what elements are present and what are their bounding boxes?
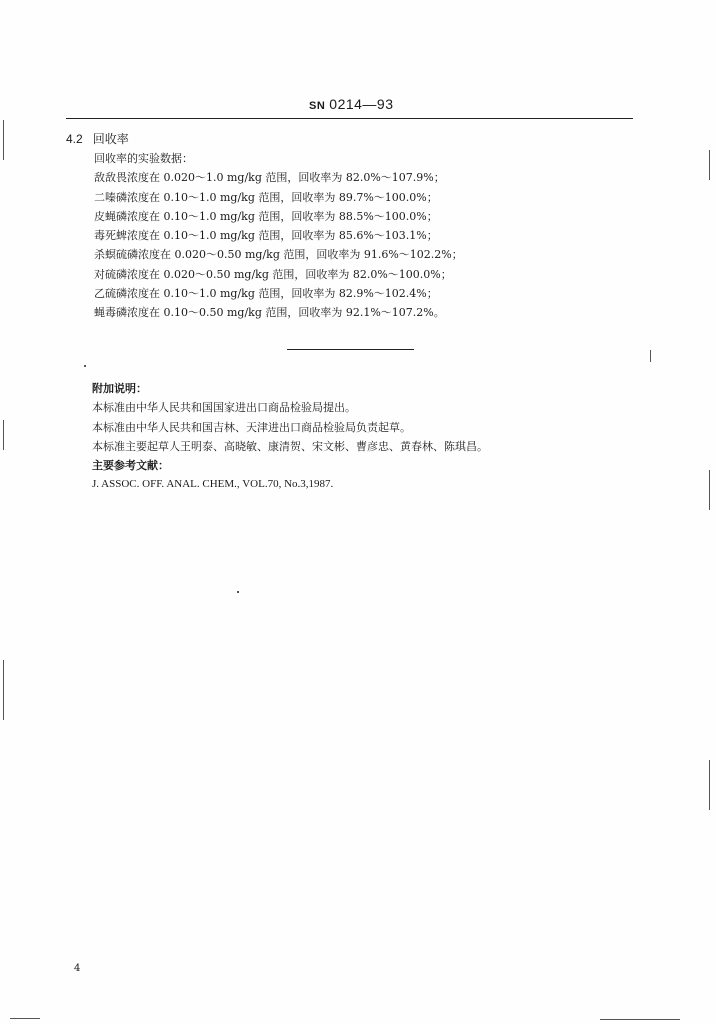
appendix-line: 本标准由中华人民共和国吉林、天津进出口商品检验局负责起草。	[92, 420, 411, 434]
appendix-notes	[92, 379, 632, 495]
section-title: 回收率	[92, 132, 129, 146]
scan-mark	[3, 120, 4, 160]
references-title: 主要参考文献：	[92, 459, 169, 473]
recovery-lines	[94, 149, 626, 323]
recovery-line: 敌敌畏浓度在 0.020～1.0 mg/kg 范围，回收率为 82.0%～107.9%；	[94, 171, 445, 185]
appendix-line: 本标准主要起草人王明泰、高晓敏、康清贺、宋文彬、曹彦忠、黄春林、陈琪昌。	[92, 439, 488, 453]
recovery-line: 皮蝇磷浓度在 0.10～1.0 mg/kg 范围，回收率为 88.5%～100.0%；	[94, 209, 438, 223]
standard-number: 0214—93	[329, 96, 394, 112]
page-header	[66, 96, 633, 120]
recovery-line: 蝇毒磷浓度在 0.10～0.50 mg/kg 范围，回收率为 92.1%～107.2%。	[94, 306, 445, 320]
appendix-title: 附加说明：	[92, 382, 147, 395]
end-divider	[287, 349, 414, 350]
scan-mark	[237, 591, 239, 593]
scan-mark	[3, 660, 4, 720]
recovery-line: 对硫磷浓度在 0.020～0.50 mg/kg 范围，回收率为 82.0%～100.0%；	[94, 267, 452, 281]
scan-mark	[709, 760, 710, 810]
standard-code	[309, 96, 394, 112]
scan-mark	[10, 1018, 40, 1019]
appendix-line: 本标准由中华人民共和国国家进出口商品检验局提出。	[92, 401, 356, 415]
recovery-line: 乙硫磷浓度在 0.10～1.0 mg/kg 范围，回收率为 82.9%～102.4%；	[94, 287, 438, 301]
section-heading	[66, 130, 626, 149]
scan-mark	[650, 350, 651, 362]
page-number: 4	[74, 963, 81, 974]
recovery-line: 二嗪磷浓度在 0.10～1.0 mg/kg 范围，回收率为 89.7%～100.0%；	[94, 190, 438, 204]
recovery-intro: 回收率的实验数据：	[94, 152, 193, 165]
recovery-line: 杀螟硫磷浓度在 0.020～0.50 mg/kg 范围，回收率为 91.6%～102.2%；	[94, 248, 463, 262]
scan-mark	[709, 150, 710, 180]
scan-mark	[84, 365, 86, 367]
recovery-line: 毒死蜱浓度在 0.10～1.0 mg/kg 范围，回收率为 85.6%～103.1%；	[94, 229, 438, 243]
section-number: 4.2	[66, 132, 83, 146]
header-rule	[66, 118, 633, 119]
reference-item: J. ASSOC. OFF. ANAL. CHEM., VOL.70, No.3,1987.	[92, 478, 334, 491]
standard-prefix: SN	[309, 100, 326, 112]
section-recovery	[66, 130, 626, 323]
scan-mark	[709, 470, 710, 510]
scan-mark	[3, 420, 4, 450]
scan-mark	[600, 1019, 680, 1020]
